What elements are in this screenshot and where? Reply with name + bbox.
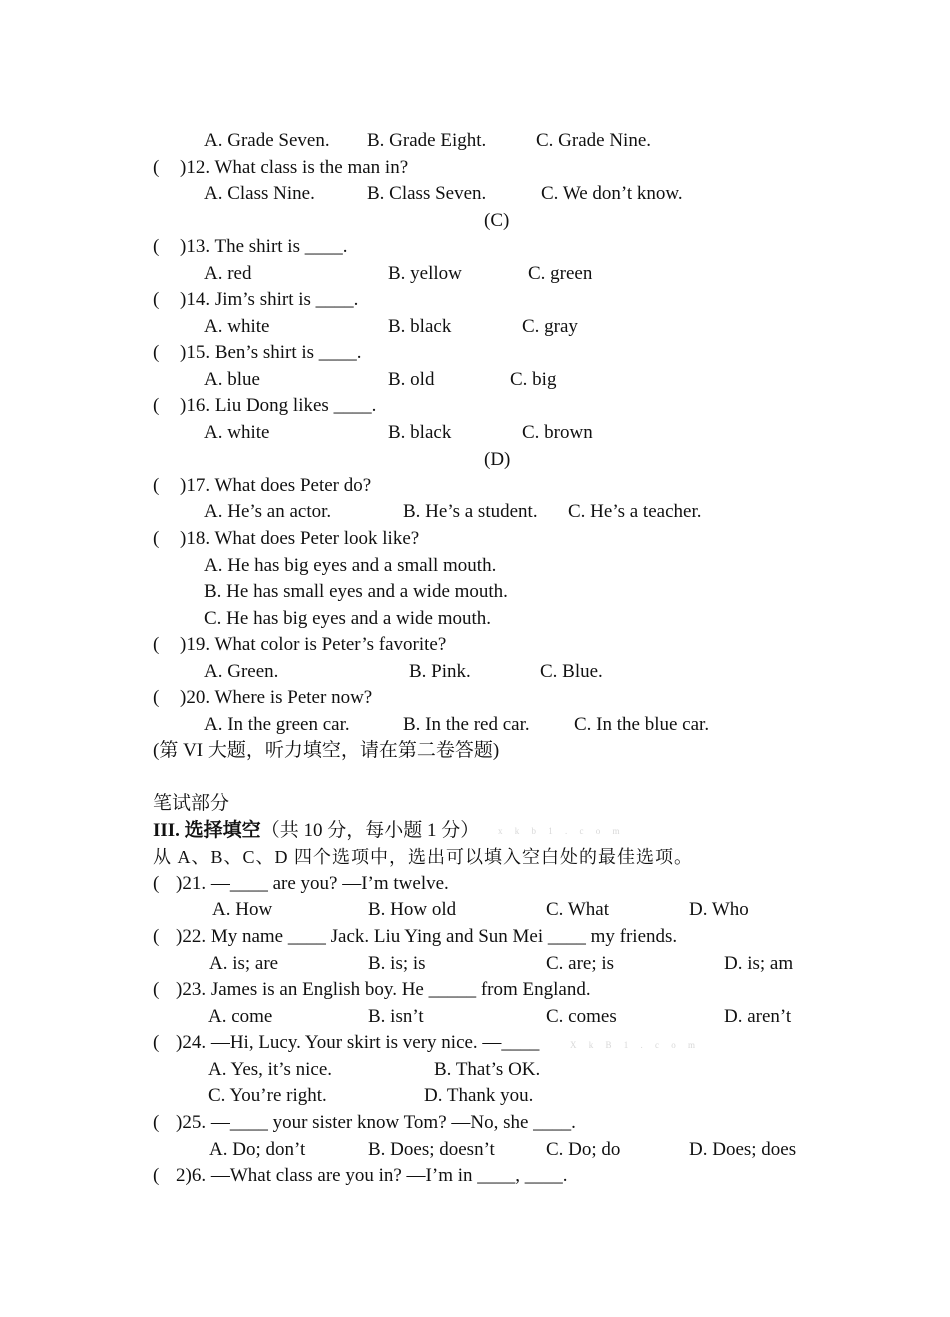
- q13-option-b: B. yellow: [388, 263, 462, 284]
- q14-option-c: C. gray: [522, 316, 578, 337]
- q17-stem: )17. What does Peter do?: [180, 475, 372, 496]
- q20-option-c: C. In the blue car.: [574, 714, 710, 735]
- q22-option-a: A. is; are: [209, 953, 279, 974]
- q21-option-a: A. How: [212, 899, 273, 920]
- q13-paren: (: [153, 236, 160, 257]
- q22-option-b: B. is; is: [368, 953, 426, 974]
- q19-option-b: B. Pink.: [409, 661, 471, 682]
- q14-paren: (: [153, 289, 160, 310]
- q20-stem: )20. Where is Peter now?: [180, 687, 373, 708]
- q24-option-b: B. That’s OK.: [434, 1059, 541, 1080]
- q16-option-c: C. brown: [522, 422, 593, 443]
- watermark: X k B 1 . c o m: [570, 1040, 700, 1050]
- q21-stem: )21. —____ are you? —I’m twelve.: [176, 873, 449, 894]
- q20-option-a: A. In the green car.: [204, 714, 350, 735]
- section-3-score: （共 10 分，每小题 1 分）: [260, 820, 480, 841]
- q18-stem: )18. What does Peter look like?: [180, 528, 420, 549]
- q13-stem: )13. The shirt is ____.: [180, 236, 348, 257]
- section-d-heading: (D): [484, 449, 511, 470]
- q22-stem: )22. My name ____ Jack. Liu Ying and Sun Mei ____ my friends.: [176, 926, 678, 947]
- q21-option-b: B. How old: [368, 899, 457, 920]
- q14-stem: )14. Jim’s shirt is ____.: [180, 289, 359, 310]
- q18-option-b: B. He has small eyes and a wide mouth.: [204, 581, 508, 602]
- q19-option-a: A. Green.: [204, 661, 279, 682]
- q20-paren: (: [153, 687, 160, 708]
- q19-option-c: C. Blue.: [540, 661, 603, 682]
- q11-option-a: A. Grade Seven.: [204, 130, 330, 151]
- q21-option-d: D. Who: [689, 899, 749, 920]
- q25-option-c: C. Do; do: [546, 1139, 621, 1160]
- q12-option-b: B. Class Seven.: [367, 183, 487, 204]
- q21-option-c: C. What: [546, 899, 609, 920]
- q26-paren: (: [153, 1165, 160, 1186]
- q12-option-c: C. We don’t know.: [541, 183, 683, 204]
- q22-paren: (: [153, 926, 160, 947]
- q23-option-d: D. aren’t: [724, 1006, 792, 1027]
- q22-option-d: D. is; am: [724, 953, 794, 974]
- section-3-instruction: 从 A、B、C、D 四个选项中，选出可以填入空白处的最佳选项。: [153, 847, 694, 867]
- q15-option-b: B. old: [388, 369, 435, 390]
- q15-paren: (: [153, 342, 160, 363]
- q23-stem: )23. James is an English boy. He _____ from England.: [176, 979, 591, 1000]
- q25-option-b: B. Does; doesn’t: [368, 1139, 495, 1160]
- q25-paren: (: [153, 1112, 160, 1133]
- q11-option-c: C. Grade Nine.: [536, 130, 652, 151]
- q24-option-a: A. Yes, it’s nice.: [208, 1059, 333, 1080]
- q18-option-a: A. He has big eyes and a small mouth.: [204, 555, 497, 576]
- q12-stem: )12. What class is the man in?: [180, 157, 409, 178]
- q17-paren: (: [153, 475, 160, 496]
- q18-option-c: C. He has big eyes and a wide mouth.: [204, 608, 492, 629]
- q24-stem: )24. —Hi, Lucy. Your skirt is very nice. —____: [176, 1032, 540, 1053]
- q22-option-c: C. are; is: [546, 953, 615, 974]
- q17-option-a: A. He’s an actor.: [204, 501, 332, 522]
- watermark: x k b 1 . c o m: [498, 826, 625, 836]
- section-c-heading: (C): [484, 210, 510, 231]
- q25-option-d: D. Does; does: [689, 1139, 797, 1160]
- section-3-title: III. 选择填空: [153, 820, 261, 841]
- q15-option-a: A. blue: [204, 369, 260, 390]
- q15-option-c: C. big: [510, 369, 557, 390]
- q23-option-a: A. come: [208, 1006, 273, 1027]
- q13-option-a: A. red: [204, 263, 252, 284]
- q25-stem: )25. —____ your sister know Tom? —No, she ____.: [176, 1112, 576, 1133]
- q26-stem: 2)6. —What class are you in? —I’m in ____, ____.: [176, 1165, 568, 1186]
- note-section-vi: (第 VI 大题，听力填空，请在第二卷答题): [153, 740, 500, 761]
- q24-option-c: C. You’re right.: [208, 1085, 327, 1106]
- q16-stem: )16. Liu Dong likes ____.: [180, 395, 377, 416]
- section-3-heading: [153, 819, 479, 843]
- q17-option-c: C. He’s a teacher.: [568, 501, 702, 522]
- q16-option-a: A. white: [204, 422, 270, 443]
- q23-paren: (: [153, 979, 160, 1000]
- q12-paren: (: [153, 157, 160, 178]
- q21-paren: (: [153, 873, 160, 894]
- q19-paren: (: [153, 634, 160, 655]
- q23-option-c: C. comes: [546, 1006, 617, 1027]
- q23-option-b: B. isn’t: [368, 1006, 424, 1027]
- written-part-heading: 笔试部分: [153, 793, 230, 814]
- q11-option-b: B. Grade Eight.: [367, 130, 487, 151]
- q12-option-a: A. Class Nine.: [204, 183, 315, 204]
- q14-option-a: A. white: [204, 316, 270, 337]
- q16-paren: (: [153, 395, 160, 416]
- q24-paren: (: [153, 1032, 160, 1053]
- q15-stem: )15. Ben’s shirt is ____.: [180, 342, 362, 363]
- q25-option-a: A. Do; don’t: [209, 1139, 306, 1160]
- q17-option-b: B. He’s a student.: [403, 501, 538, 522]
- q18-paren: (: [153, 528, 160, 549]
- q16-option-b: B. black: [388, 422, 452, 443]
- q24-option-d: D. Thank you.: [424, 1085, 534, 1106]
- q19-stem: )19. What color is Peter’s favorite?: [180, 634, 447, 655]
- q20-option-b: B. In the red car.: [403, 714, 530, 735]
- q14-option-b: B. black: [388, 316, 452, 337]
- q13-option-c: C. green: [528, 263, 593, 284]
